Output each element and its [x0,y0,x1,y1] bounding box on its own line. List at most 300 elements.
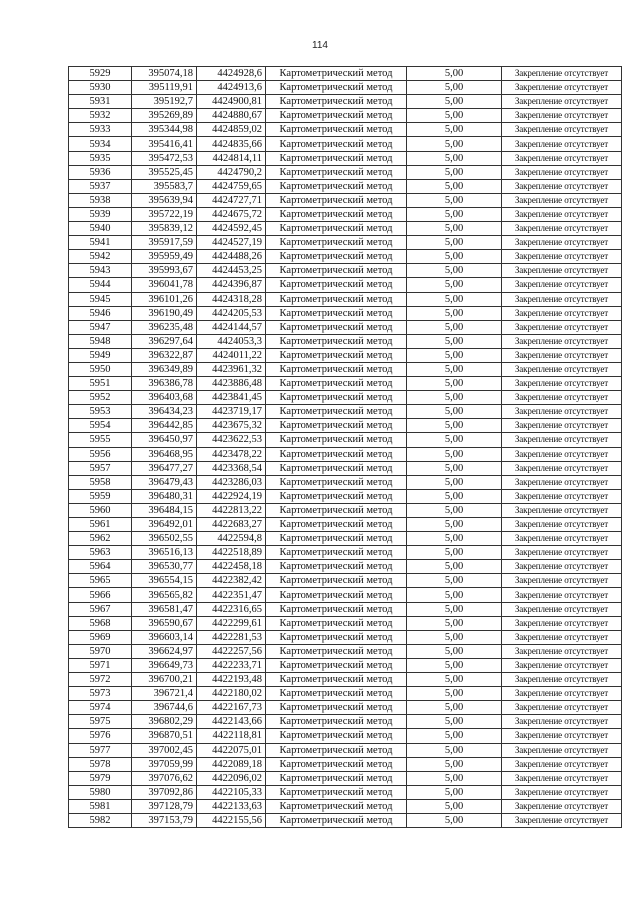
table-row [69,799,622,813]
table-row [69,447,622,461]
y-coordinate-cell: 4422133,63 [197,799,266,813]
y-coordinate-cell: 4424318,28 [197,292,266,306]
point-number-cell: 5949 [69,348,132,362]
point-number-cell: 5947 [69,320,132,334]
fixation-cell: Закрепление отсутствует [502,673,622,687]
x-coordinate-cell: 396322,87 [132,348,197,362]
x-coordinate-cell: 396479,43 [132,475,197,489]
y-coordinate-cell: 4422118,81 [197,729,266,743]
x-coordinate-cell: 397128,79 [132,799,197,813]
y-coordinate-cell: 4422155,56 [197,813,266,827]
table-row [69,771,622,785]
method-cell: Картометрический метод [266,644,407,658]
point-number-cell: 5963 [69,546,132,560]
y-coordinate-cell: 4424675,72 [197,207,266,221]
point-number-cell: 5940 [69,222,132,236]
table-row [69,743,622,757]
table-row [69,67,622,81]
fixation-cell: Закрепление отсутствует [502,813,622,827]
point-number-cell: 5934 [69,137,132,151]
method-cell: Картометрический метод [266,81,407,95]
fixation-cell: Закрепление отсутствует [502,151,622,165]
fixation-cell: Закрепление отсутствует [502,433,622,447]
table-row [69,602,622,616]
method-cell: Картометрический метод [266,405,407,419]
table-row [69,560,622,574]
x-coordinate-cell: 395959,49 [132,250,197,264]
method-cell: Картометрический метод [266,630,407,644]
method-cell: Картометрический метод [266,334,407,348]
point-number-cell: 5964 [69,560,132,574]
x-coordinate-cell: 396802,29 [132,715,197,729]
point-number-cell: 5977 [69,743,132,757]
error-cell: 5,00 [407,419,502,433]
table-row [69,391,622,405]
method-cell: Картометрический метод [266,489,407,503]
fixation-cell: Закрепление отсутствует [502,193,622,207]
x-coordinate-cell: 395639,94 [132,193,197,207]
error-cell: 5,00 [407,560,502,574]
point-number-cell: 5974 [69,701,132,715]
error-cell: 5,00 [407,785,502,799]
fixation-cell: Закрепление отсутствует [502,503,622,517]
method-cell: Картометрический метод [266,207,407,221]
table-row [69,207,622,221]
table-row [69,222,622,236]
x-coordinate-cell: 396581,47 [132,602,197,616]
method-cell: Картометрический метод [266,348,407,362]
x-coordinate-cell: 396624,97 [132,644,197,658]
method-cell: Картометрический метод [266,532,407,546]
method-cell: Картометрический метод [266,222,407,236]
x-coordinate-cell: 395416,41 [132,137,197,151]
y-coordinate-cell: 4422143,66 [197,715,266,729]
x-coordinate-cell: 396484,15 [132,503,197,517]
y-coordinate-cell: 4422458,18 [197,560,266,574]
point-number-cell: 5981 [69,799,132,813]
y-coordinate-cell: 4422089,18 [197,757,266,771]
x-coordinate-cell: 396502,55 [132,532,197,546]
point-number-cell: 5976 [69,729,132,743]
table-row [69,461,622,475]
table-row [69,489,622,503]
table-row [69,151,622,165]
error-cell: 5,00 [407,151,502,165]
point-number-cell: 5966 [69,588,132,602]
method-cell: Картометрический метод [266,109,407,123]
point-number-cell: 5960 [69,503,132,517]
x-coordinate-cell: 396386,78 [132,377,197,391]
table-row [69,377,622,391]
table-row [69,715,622,729]
x-coordinate-cell: 396721,4 [132,687,197,701]
table-row [69,306,622,320]
table-row [69,813,622,827]
table-row [69,193,622,207]
method-cell: Картометрический метод [266,574,407,588]
y-coordinate-cell: 4422299,61 [197,616,266,630]
y-coordinate-cell: 4422351,47 [197,588,266,602]
y-coordinate-cell: 4424913,6 [197,81,266,95]
error-cell: 5,00 [407,405,502,419]
method-cell: Картометрический метод [266,616,407,630]
error-cell: 5,00 [407,109,502,123]
coordinates-table [68,66,622,828]
table-row [69,292,622,306]
error-cell: 5,00 [407,729,502,743]
y-coordinate-cell: 4424814,11 [197,151,266,165]
table-row [69,334,622,348]
x-coordinate-cell: 396468,95 [132,447,197,461]
x-coordinate-cell: 396101,26 [132,292,197,306]
error-cell: 5,00 [407,433,502,447]
point-number-cell: 5939 [69,207,132,221]
y-coordinate-cell: 4423286,03 [197,475,266,489]
y-coordinate-cell: 4422233,71 [197,658,266,672]
error-cell: 5,00 [407,391,502,405]
point-number-cell: 5970 [69,644,132,658]
error-cell: 5,00 [407,743,502,757]
point-number-cell: 5971 [69,658,132,672]
x-coordinate-cell: 396480,31 [132,489,197,503]
method-cell: Картометрический метод [266,419,407,433]
error-cell: 5,00 [407,813,502,827]
table-row [69,95,622,109]
fixation-cell: Закрепление отсутствует [502,334,622,348]
table-row [69,503,622,517]
error-cell: 5,00 [407,503,502,517]
y-coordinate-cell: 4422683,27 [197,518,266,532]
point-number-cell: 5969 [69,630,132,644]
y-coordinate-cell: 4423961,32 [197,362,266,376]
fixation-cell: Закрепление отсутствует [502,729,622,743]
fixation-cell: Закрепление отсутствует [502,658,622,672]
y-coordinate-cell: 4424453,25 [197,264,266,278]
table-row [69,264,622,278]
fixation-cell: Закрепление отсутствует [502,179,622,193]
x-coordinate-cell: 396492,01 [132,518,197,532]
coordinates-table-body [69,67,622,828]
fixation-cell: Закрепление отсутствует [502,532,622,546]
method-cell: Картометрический метод [266,137,407,151]
y-coordinate-cell: 4424900,81 [197,95,266,109]
y-coordinate-cell: 4424928,6 [197,67,266,81]
error-cell: 5,00 [407,320,502,334]
error-cell: 5,00 [407,673,502,687]
x-coordinate-cell: 396603,14 [132,630,197,644]
error-cell: 5,00 [407,757,502,771]
table-row [69,475,622,489]
fixation-cell: Закрепление отсутствует [502,250,622,264]
error-cell: 5,00 [407,489,502,503]
table-row [69,729,622,743]
fixation-cell: Закрепление отсутствует [502,771,622,785]
x-coordinate-cell: 395119,91 [132,81,197,95]
fixation-cell: Закрепление отсутствует [502,278,622,292]
error-cell: 5,00 [407,447,502,461]
y-coordinate-cell: 4423368,54 [197,461,266,475]
y-coordinate-cell: 4423841,45 [197,391,266,405]
method-cell: Картометрический метод [266,433,407,447]
y-coordinate-cell: 4422105,33 [197,785,266,799]
point-number-cell: 5972 [69,673,132,687]
y-coordinate-cell: 4422180,02 [197,687,266,701]
point-number-cell: 5950 [69,362,132,376]
y-coordinate-cell: 4424144,57 [197,320,266,334]
point-number-cell: 5955 [69,433,132,447]
fixation-cell: Закрепление отсутствует [502,362,622,376]
x-coordinate-cell: 397092,86 [132,785,197,799]
point-number-cell: 5958 [69,475,132,489]
point-number-cell: 5930 [69,81,132,95]
fixation-cell: Закрепление отсутствует [502,419,622,433]
fixation-cell: Закрепление отсутствует [502,405,622,419]
method-cell: Картометрический метод [266,771,407,785]
y-coordinate-cell: 4423886,48 [197,377,266,391]
method-cell: Картометрический метод [266,306,407,320]
y-coordinate-cell: 4424727,71 [197,193,266,207]
point-number-cell: 5978 [69,757,132,771]
fixation-cell: Закрепление отсутствует [502,264,622,278]
x-coordinate-cell: 396554,15 [132,574,197,588]
point-number-cell: 5931 [69,95,132,109]
error-cell: 5,00 [407,179,502,193]
error-cell: 5,00 [407,687,502,701]
x-coordinate-cell: 397002,45 [132,743,197,757]
fixation-cell: Закрепление отсутствует [502,306,622,320]
fixation-cell: Закрепление отсутствует [502,207,622,221]
method-cell: Картометрический метод [266,264,407,278]
fixation-cell: Закрепление отсутствует [502,377,622,391]
y-coordinate-cell: 4423622,53 [197,433,266,447]
table-row [69,320,622,334]
point-number-cell: 5935 [69,151,132,165]
table-row [69,546,622,560]
x-coordinate-cell: 395472,53 [132,151,197,165]
method-cell: Картометрический метод [266,250,407,264]
error-cell: 5,00 [407,137,502,151]
y-coordinate-cell: 4423478,22 [197,447,266,461]
table-row [69,616,622,630]
method-cell: Картометрический метод [266,123,407,137]
fixation-cell: Закрепление отсутствует [502,574,622,588]
fixation-cell: Закрепление отсутствует [502,67,622,81]
table-row [69,644,622,658]
x-coordinate-cell: 397076,62 [132,771,197,785]
y-coordinate-cell: 4424488,26 [197,250,266,264]
y-coordinate-cell: 4422813,22 [197,503,266,517]
error-cell: 5,00 [407,348,502,362]
y-coordinate-cell: 4423675,32 [197,419,266,433]
fixation-cell: Закрепление отсутствует [502,137,622,151]
x-coordinate-cell: 396434,23 [132,405,197,419]
method-cell: Картометрический метод [266,546,407,560]
y-coordinate-cell: 4424759,65 [197,179,266,193]
error-cell: 5,00 [407,377,502,391]
fixation-cell: Закрепление отсутствует [502,123,622,137]
x-coordinate-cell: 396530,77 [132,560,197,574]
x-coordinate-cell: 396744,6 [132,701,197,715]
method-cell: Картометрический метод [266,687,407,701]
fixation-cell: Закрепление отсутствует [502,560,622,574]
point-number-cell: 5942 [69,250,132,264]
y-coordinate-cell: 4424835,66 [197,137,266,151]
y-coordinate-cell: 4422096,02 [197,771,266,785]
method-cell: Картометрический метод [266,377,407,391]
fixation-cell: Закрепление отсутствует [502,391,622,405]
point-number-cell: 5933 [69,123,132,137]
x-coordinate-cell: 396403,68 [132,391,197,405]
y-coordinate-cell: 4424790,2 [197,165,266,179]
method-cell: Картометрический метод [266,236,407,250]
table-row [69,574,622,588]
error-cell: 5,00 [407,461,502,475]
method-cell: Картометрический метод [266,673,407,687]
x-coordinate-cell: 395192,7 [132,95,197,109]
point-number-cell: 5946 [69,306,132,320]
method-cell: Картометрический метод [266,278,407,292]
fixation-cell: Закрепление отсутствует [502,489,622,503]
y-coordinate-cell: 4422075,01 [197,743,266,757]
point-number-cell: 5961 [69,518,132,532]
fixation-cell: Закрепление отсутствует [502,109,622,123]
error-cell: 5,00 [407,715,502,729]
method-cell: Картометрический метод [266,292,407,306]
table-row [69,250,622,264]
error-cell: 5,00 [407,207,502,221]
fixation-cell: Закрепление отсутствует [502,785,622,799]
fixation-cell: Закрепление отсутствует [502,588,622,602]
x-coordinate-cell: 395074,18 [132,67,197,81]
point-number-cell: 5982 [69,813,132,827]
y-coordinate-cell: 4422518,89 [197,546,266,560]
point-number-cell: 5979 [69,771,132,785]
method-cell: Картометрический метод [266,743,407,757]
point-number-cell: 5959 [69,489,132,503]
method-cell: Картометрический метод [266,503,407,517]
fixation-cell: Закрепление отсутствует [502,616,622,630]
x-coordinate-cell: 396590,67 [132,616,197,630]
fixation-cell: Закрепление отсутствует [502,743,622,757]
error-cell: 5,00 [407,193,502,207]
table-row [69,137,622,151]
fixation-cell: Закрепление отсутствует [502,757,622,771]
x-coordinate-cell: 395917,59 [132,236,197,250]
y-coordinate-cell: 4422382,42 [197,574,266,588]
table-row [69,701,622,715]
table-row [69,433,622,447]
method-cell: Картометрический метод [266,67,407,81]
x-coordinate-cell: 396870,51 [132,729,197,743]
y-coordinate-cell: 4424880,67 [197,109,266,123]
table-row [69,165,622,179]
fixation-cell: Закрепление отсутствует [502,701,622,715]
x-coordinate-cell: 395722,19 [132,207,197,221]
y-coordinate-cell: 4422316,65 [197,602,266,616]
method-cell: Картометрический метод [266,475,407,489]
method-cell: Картометрический метод [266,193,407,207]
error-cell: 5,00 [407,546,502,560]
y-coordinate-cell: 4424011,22 [197,348,266,362]
fixation-cell: Закрепление отсутствует [502,81,622,95]
error-cell: 5,00 [407,658,502,672]
method-cell: Картометрический метод [266,813,407,827]
y-coordinate-cell: 4422193,48 [197,673,266,687]
table-row [69,236,622,250]
method-cell: Картометрический метод [266,151,407,165]
y-coordinate-cell: 4422594,8 [197,532,266,546]
error-cell: 5,00 [407,123,502,137]
table-row [69,673,622,687]
fixation-cell: Закрепление отсутствует [502,715,622,729]
fixation-cell: Закрепление отсутствует [502,475,622,489]
fixation-cell: Закрепление отсутствует [502,95,622,109]
point-number-cell: 5962 [69,532,132,546]
error-cell: 5,00 [407,292,502,306]
point-number-cell: 5929 [69,67,132,81]
x-coordinate-cell: 396700,21 [132,673,197,687]
table-row [69,757,622,771]
point-number-cell: 5975 [69,715,132,729]
point-number-cell: 5967 [69,602,132,616]
error-cell: 5,00 [407,518,502,532]
method-cell: Картометрический метод [266,785,407,799]
fixation-cell: Закрепление отсутствует [502,687,622,701]
fixation-cell: Закрепление отсутствует [502,236,622,250]
page-number: 114 [312,40,328,51]
x-coordinate-cell: 395269,89 [132,109,197,123]
x-coordinate-cell: 396649,73 [132,658,197,672]
x-coordinate-cell: 396516,13 [132,546,197,560]
x-coordinate-cell: 397153,79 [132,813,197,827]
method-cell: Картометрический метод [266,729,407,743]
error-cell: 5,00 [407,475,502,489]
point-number-cell: 5936 [69,165,132,179]
table-row [69,532,622,546]
method-cell: Картометрический метод [266,320,407,334]
fixation-cell: Закрепление отсутствует [502,447,622,461]
x-coordinate-cell: 396565,82 [132,588,197,602]
method-cell: Картометрический метод [266,658,407,672]
point-number-cell: 5965 [69,574,132,588]
x-coordinate-cell: 396442,85 [132,419,197,433]
x-coordinate-cell: 395583,7 [132,179,197,193]
method-cell: Картометрический метод [266,95,407,109]
error-cell: 5,00 [407,81,502,95]
method-cell: Картометрический метод [266,757,407,771]
x-coordinate-cell: 396450,97 [132,433,197,447]
error-cell: 5,00 [407,799,502,813]
table-row [69,348,622,362]
fixation-cell: Закрепление отсутствует [502,518,622,532]
x-coordinate-cell: 395993,67 [132,264,197,278]
error-cell: 5,00 [407,630,502,644]
error-cell: 5,00 [407,644,502,658]
method-cell: Картометрический метод [266,461,407,475]
method-cell: Картометрический метод [266,799,407,813]
x-coordinate-cell: 396297,64 [132,334,197,348]
y-coordinate-cell: 4422924,19 [197,489,266,503]
point-number-cell: 5941 [69,236,132,250]
point-number-cell: 5968 [69,616,132,630]
fixation-cell: Закрепление отсутствует [502,320,622,334]
point-number-cell: 5953 [69,405,132,419]
point-number-cell: 5944 [69,278,132,292]
table-row [69,123,622,137]
table-row [69,785,622,799]
point-number-cell: 5952 [69,391,132,405]
x-coordinate-cell: 396041,78 [132,278,197,292]
